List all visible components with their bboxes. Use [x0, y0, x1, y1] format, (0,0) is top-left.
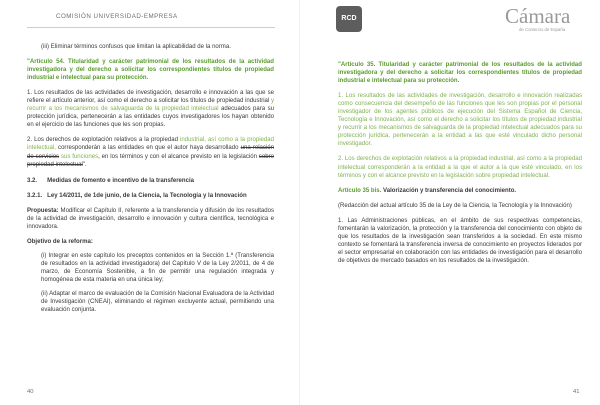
art54-p2-text-deleted: una relación de servicios: [27, 145, 274, 160]
left-page-body: [27, 43, 274, 314]
propuesta-label: Propuesta:: [27, 207, 59, 214]
art54-p1-text-b: adecuados para su protección jurídica, pertenecerán a las entidades cuyos investigadores los hayan obtenido en el ejercicio de las funciones que les son propias.: [27, 106, 274, 129]
propuesta-paragraph: [27, 207, 274, 231]
art35bis-paragraph-1: 1. Las Administraciones públicas, en el ámbito de sus respectivas competencias, fomentarán la valorización, la protección y la transferencia del conocimiento con objeto de que los resultados de la investigación sean transferidos a la sociedad. En este mismo contexto se fomentará la transferencia inversa de conocimiento en proyectos liderados por el sector empresarial en colaboración con las entidades de investigación para el desarrollo de objetivos de mercado basados en los resultados de la investigación.: [338, 217, 582, 264]
right-page-body: [338, 61, 582, 265]
objetivo-label: Objetivo de la reforma:: [27, 238, 93, 245]
art54-p2-text-inserted-2: sus funciones: [59, 153, 99, 160]
art54-p2-text-deleted-2: sobre propiedad intelectual: [27, 153, 274, 168]
art35bis-heading-rest: Valorización y transferencia del conocimiento.: [381, 187, 517, 194]
section-3-2-1-heading: 3.2.1. Ley 14/2011, de 1de junio, de la Ciencia, la Tecnología y la Innovación: [27, 192, 247, 199]
camara-logo: [505, 5, 587, 35]
art54-p2-text-c: , en los términos y con el alcance previsto en la legislación: [98, 153, 259, 160]
page-number-left: 40: [27, 389, 34, 395]
rcd-logo: RCD: [336, 6, 362, 32]
art54-p2-text-b: corresponderán a las entidades en que el autor haya desarrollado: [55, 145, 241, 152]
page-number-right: 41: [573, 389, 580, 395]
art35-paragraph-2: 2. Los derechos de explotación relativos a la propiedad industrial, así como a la propiedad intelectual corresponderán a la entidad a la que el autor a la que esté vinculado, en los términos y con el alcance previsto en la legislación sobre propiedad intelectual.: [338, 156, 582, 179]
objetivo-item-ii: (ii) Adaptar el marco de evaluación de la Comisión Nacional Evaluadora de la Actividad de Investigación (CNEAI), eliminando el régimen excluyente actual, permitiendo una evaluación conjunta.: [41, 291, 274, 314]
art35-heading: [338, 61, 582, 85]
art54-p2-text-a: 2. Los derechos de explotación relativos a la propiedad: [27, 137, 180, 144]
section-3-2-heading: 3.2. Medidas de fomento e incentivo de la transferencia: [27, 177, 195, 184]
art54-heading: "Artículo 54. Titularidad y carácter patrimonial de los resultados de la actividad investigadora y del derecho a solicitar los correspondientes títulos de propiedad industrial e intelectual para su protección.: [27, 59, 274, 82]
art54-p2-text-inserted-1: industrial, así como a la propiedad intelectual,: [27, 137, 274, 152]
art54-paragraph-2: [27, 136, 274, 168]
art35-paragraph-1: 1. Los resultados de las actividades de investigación, desarrollo e innovación realizadas como consecuencia del desempeño de las funciones que les son propias por el personal investigador de los agentes públicos de ejecución del Sistema Español de Ciencia, Tecnología e Innovación, así como el derecho a solicitar los títulos de propiedad industrial y recurrir a los mecanismos de salvaguarda de la propiedad intelectual adecuados para su protección jurídica, pertenecerán a la entidad a las que esté vinculado dicho personal investigador.: [338, 93, 582, 148]
header-rule: [27, 27, 275, 28]
camara-logo-subtitle: de Comercio de España: [519, 27, 566, 32]
paragraph-iii-eliminar: (iii) Eliminar términos confusos que limitan la aplicabilidad de la norma.: [41, 44, 231, 50]
camara-logo-word: Cámara: [505, 4, 571, 28]
redaccion-note: (Redacción del actual artículo 35 de la Ley de la Ciencia, la Tecnología y la Innovación): [338, 202, 572, 209]
left-header-title: COMISIÓN UNIVERSIDAD-EMPRESA: [56, 13, 178, 20]
art35bis-heading: [338, 187, 582, 195]
propuesta-text: Modificar el Capítulo II, referente a la transferencia y difusión de los resultados de la actividad de investigación, desarrollo e innovación y cultura científica, tecnológica e innovadora.: [27, 207, 274, 230]
art54-p1-text-a: 1. Los resultados de las actividades de investigación, desarrollo e innovación a las que se refiere el artículo anterior, así como el derecho a solicitar los títulos de propiedad industrial: [27, 90, 274, 105]
art35bis-heading-lead: Artículo 35 bis.: [338, 187, 382, 194]
art35-heading-lead: "Artículo 35.: [338, 62, 376, 68]
art54-p2-text-end: ".: [82, 161, 87, 168]
art35-heading-rest: Titularidad y carácter patrimonial de los resultados de la actividad investigadora y del derecho a solicitar los correspondientes títulos de propiedad industrial e intelectual para su protección.: [338, 62, 582, 85]
objetivo-item-i: (i) Integrar en este capítulo los preceptos contenidos en la Sección 1.ª (Transferencia de resultados en la actividad investigadora) del Capítulo V de la Ley 2/2011, de 4 de marzo, de Economía Sostenible, a fin de permitir una regulación integrada y homogénea de esta materia en una única ley;: [41, 252, 274, 284]
art54-p1-text-inserted: y recurrir a los mecanismos de salvaguarda de la propiedad intelectual: [27, 98, 274, 113]
page-gutter: [299, 0, 300, 405]
art54-paragraph-1: [27, 89, 274, 129]
